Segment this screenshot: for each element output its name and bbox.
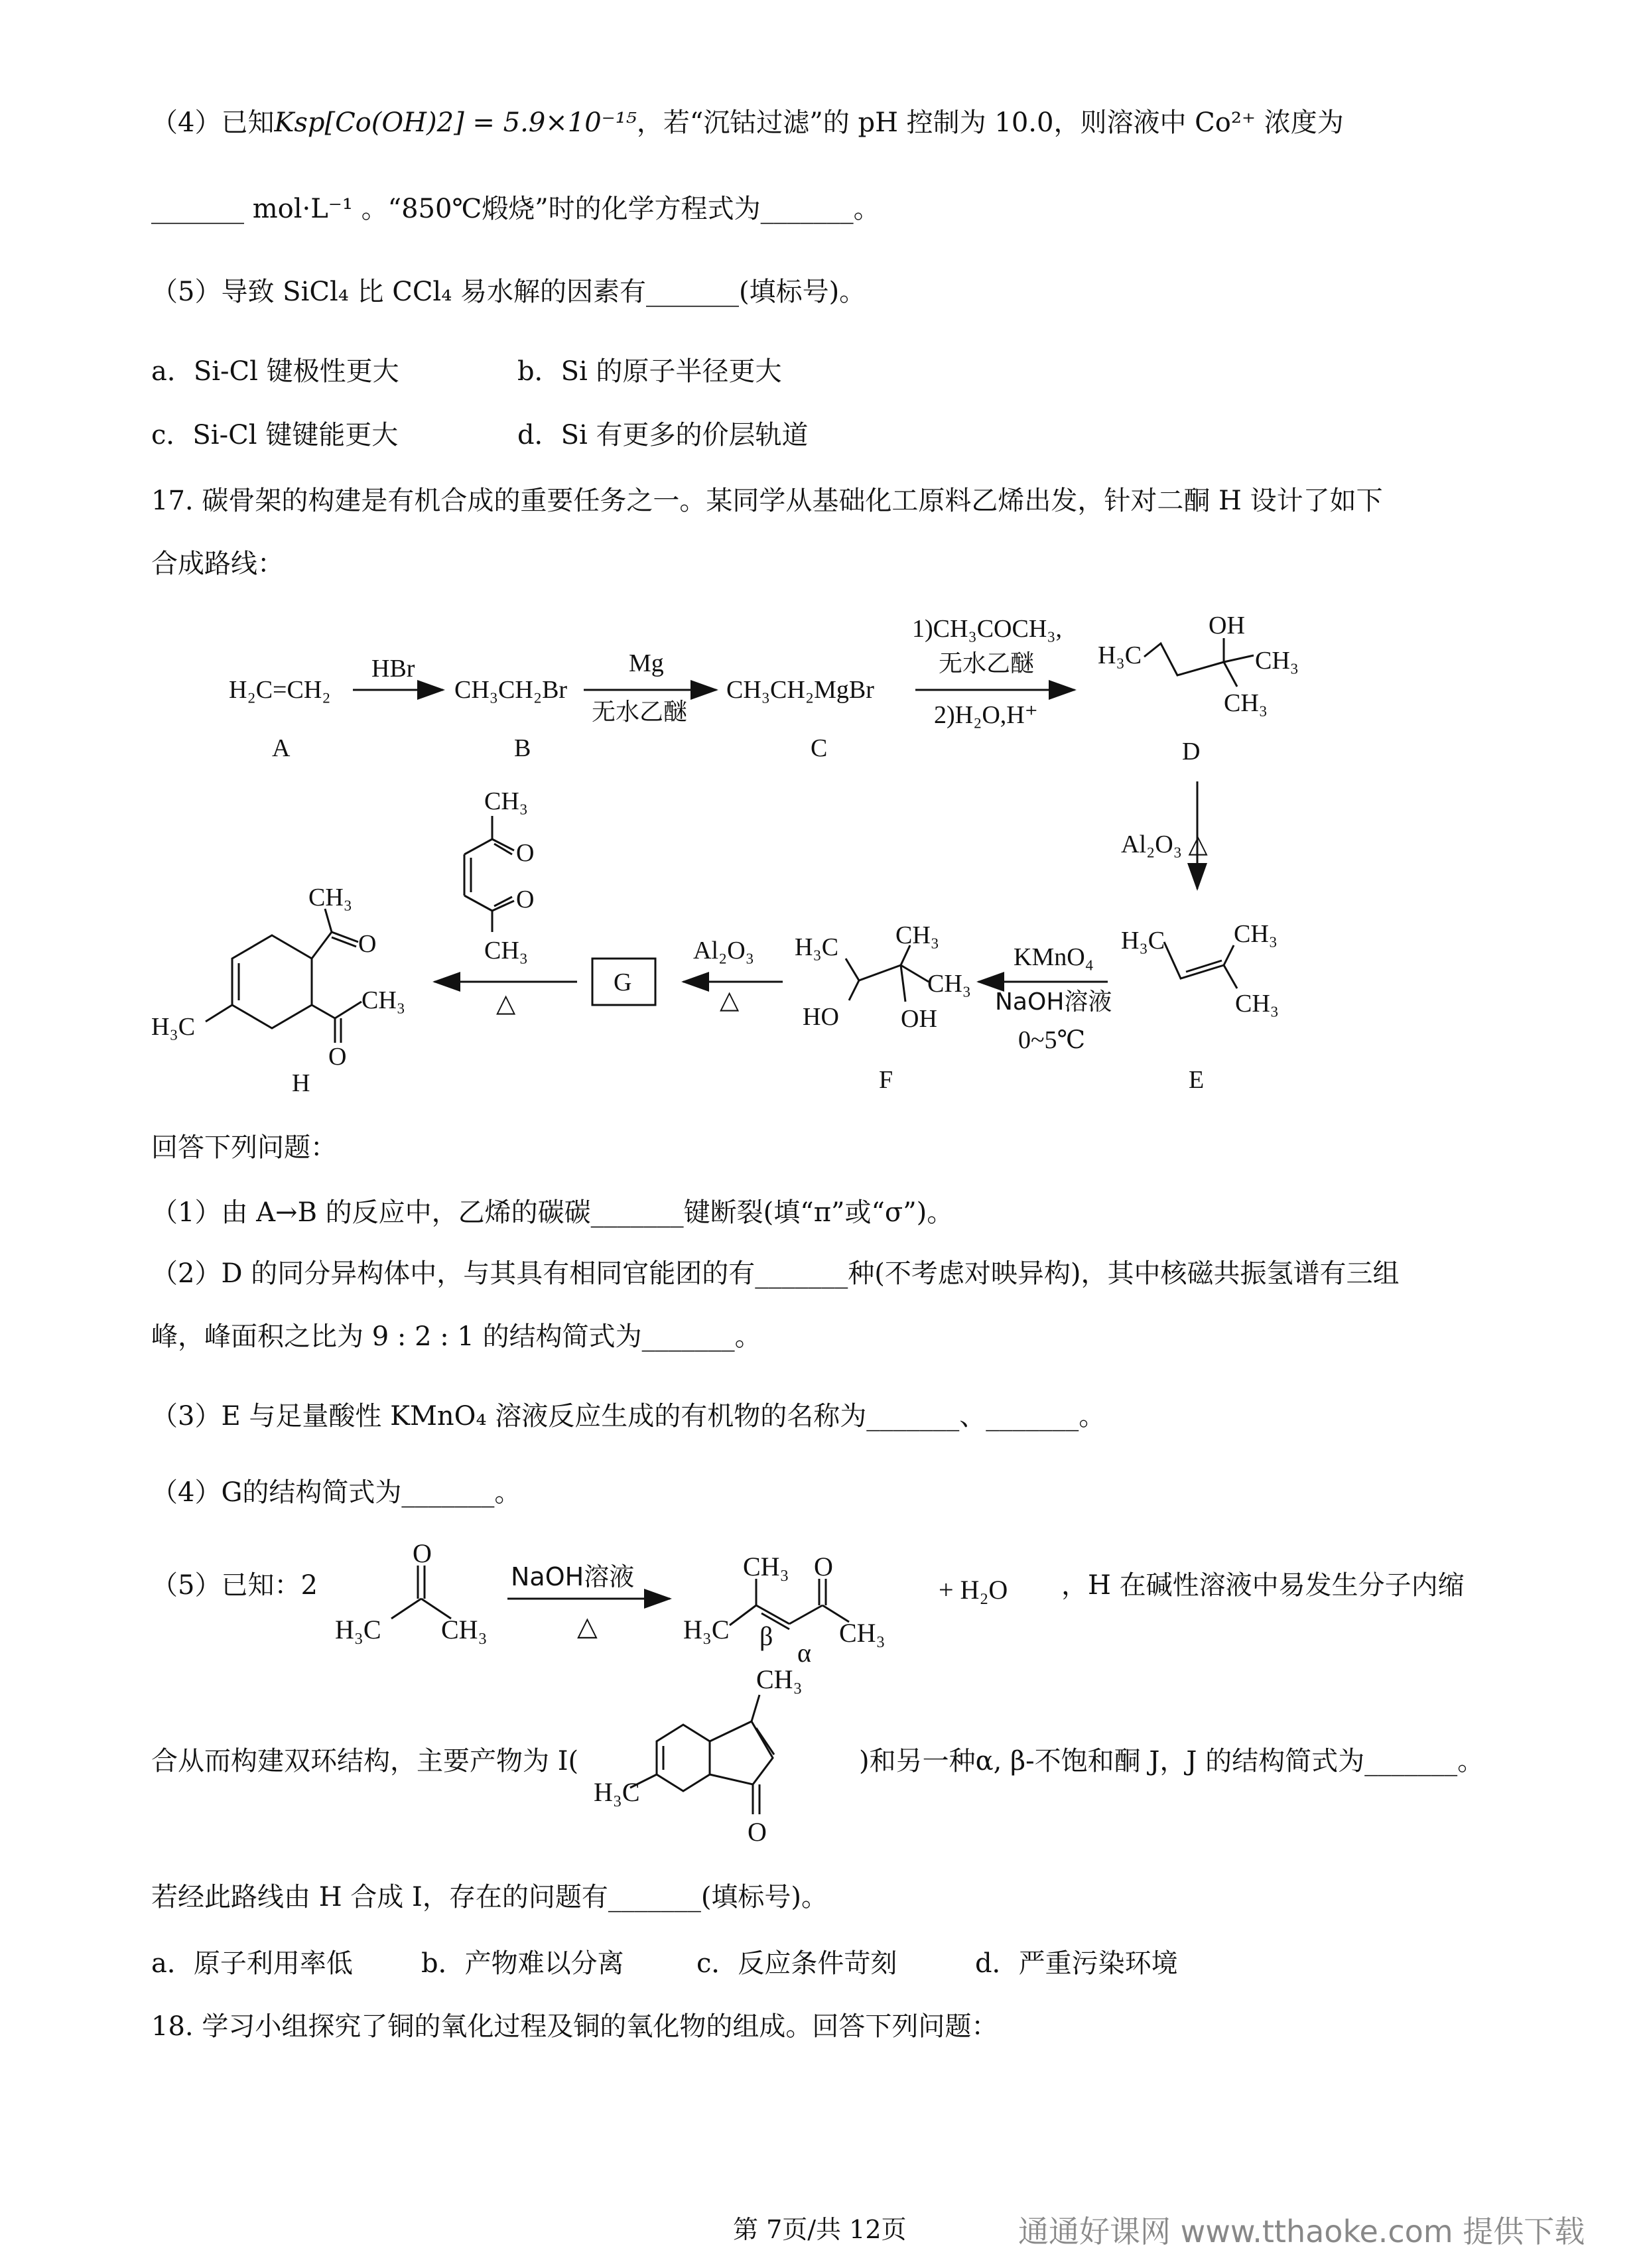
- reagent-Al2O3-2: Al₂O₃: [693, 937, 754, 965]
- D-CH3-1: CH₃: [1255, 647, 1299, 675]
- q17-part4: （4）G的结构简式为_______。: [151, 1477, 521, 1508]
- reagent-ether-2: 无水乙醚: [939, 650, 1035, 677]
- q16-option-d: d．Si 有更多的价层轨道: [517, 420, 809, 450]
- F-OH: OH: [901, 1005, 937, 1033]
- structure-F: [795, 921, 971, 1033]
- structure-I: [594, 1658, 813, 1871]
- q17-part2-line2: 峰，峰面积之比为 9 : 2 : 1 的结构简式为_______。: [151, 1321, 761, 1352]
- label-C: C: [811, 734, 828, 762]
- q17-option-c: c．反应条件苛刻: [696, 1948, 897, 1979]
- ksp-expression: Ksp[Co(OH)2] = 5.9×10⁻¹⁵: [274, 107, 637, 138]
- q16-part4-line2: _______ mol·L⁻¹ 。“850℃煅烧”时的化学方程式为_______。: [151, 194, 880, 224]
- plus-water: + H₂O: [939, 1575, 1008, 1605]
- structure-D: [1098, 612, 1299, 717]
- q17-part5-prefix: （5）已知：2: [151, 1570, 318, 1601]
- E-H3C: H₃C: [1121, 927, 1165, 955]
- product-H3C: H₃C: [683, 1615, 730, 1644]
- H-CH3-2: CH₃: [362, 986, 406, 1014]
- q17-part1: （1）由 A→B 的反应中，乙烯的碳碳_______键断裂(填“π”或“σ”)。: [151, 1197, 954, 1228]
- structure-H: [151, 884, 405, 1071]
- cond-heat: △: [577, 1611, 598, 1641]
- label-H: H: [292, 1069, 310, 1097]
- I-H3C: H₃C: [594, 1777, 640, 1807]
- label-F: F: [879, 1066, 893, 1094]
- D-H3C: H₃C: [1098, 641, 1142, 669]
- reagent-hydrolysis: 2)H₂O,H⁺: [934, 701, 1038, 729]
- H-O-1: O: [358, 930, 377, 958]
- dione-O-1: O: [516, 839, 535, 867]
- product-CH3-1: CH₃: [743, 1552, 789, 1581]
- heat-2: △: [720, 986, 740, 1014]
- dione-CH3-2: CH₃: [484, 937, 529, 965]
- H-H3C: H₃C: [151, 1013, 196, 1041]
- cond-naoh: NaOH溶液: [511, 1562, 635, 1591]
- q17-option-b: b．产物难以分离: [421, 1948, 624, 1979]
- reagent-NaOH: NaOH溶液: [995, 988, 1112, 1016]
- watermark: 通通好课网 www.tthaoke.com 提供下载: [1018, 2214, 1585, 2249]
- acetone-H3C: H₃C: [335, 1615, 381, 1644]
- E-CH3-1: CH₃: [1234, 920, 1278, 948]
- F-CH3-2: CH₃: [927, 970, 972, 998]
- H-O-2: O: [328, 1043, 347, 1071]
- q17-part3: （3）E 与足量酸性 KMnO₄ 溶液反应生成的有机物的名称为_______、_______。: [151, 1401, 1106, 1432]
- dione-CH3-1: CH₃: [484, 787, 529, 815]
- q17-part2-line1: （2）D 的同分异构体中，与其具有相同官能团的有_______种(不考虑对映异构)，其中核磁共振氢谱有三组: [151, 1258, 1400, 1289]
- q17-stem-line1: 17. 碳骨架的构建是有机合成的重要任务之一。某同学从基础化工原料乙烯出发，针对二酮 H 设计了如下: [151, 486, 1383, 516]
- q16-option-a: a．Si-Cl 键极性更大: [151, 356, 399, 387]
- alpha-label: α: [797, 1638, 811, 1668]
- text: （4）已知: [151, 107, 275, 138]
- D-OH: OH: [1209, 612, 1245, 639]
- q17-part5-line2-b: )和另一种α, β-不饱和酮 J，J 的结构简式为_______。: [859, 1746, 1484, 1776]
- reagent-Mg: Mg: [629, 649, 664, 677]
- q17-stem-line2: 合成路线：: [151, 549, 284, 579]
- D-CH3-2: CH₃: [1224, 689, 1268, 717]
- reagent-acetone: 1)CH₃COCH₃,: [912, 615, 1063, 643]
- q16-option-b: b．Si 的原子半径更大: [517, 356, 782, 387]
- reagent-temp: 0~5℃: [1018, 1026, 1086, 1054]
- label-D: D: [1182, 738, 1201, 766]
- E-CH3-2: CH₃: [1235, 990, 1280, 1018]
- answer-intro: 回答下列问题：: [151, 1132, 337, 1163]
- H-CH3-1: CH₃: [308, 884, 353, 911]
- product-O: O: [814, 1552, 833, 1581]
- reagent-HBr: HBr: [371, 655, 415, 683]
- q17-part5-line3: 若经此路线由 H 合成 I，存在的问题有_______(填标号)。: [151, 1882, 828, 1912]
- acetone-CH3: CH₃: [441, 1615, 488, 1644]
- F-HO: HO: [803, 1003, 839, 1031]
- q17-part5-line2-a: 合从而构建双环结构，主要产物为 I(: [151, 1746, 579, 1776]
- compound-B: CH₃CH₂Br: [454, 676, 568, 704]
- F-H3C: H₃C: [795, 933, 839, 961]
- label-B: B: [514, 734, 531, 762]
- page-number: 第 7页/共 12页: [733, 2215, 907, 2244]
- F-CH3-1: CH₃: [895, 921, 940, 949]
- q16-option-c: c．Si-Cl 键键能更大: [151, 420, 399, 450]
- compound-A: H₂C=CH₂: [229, 676, 331, 704]
- dione-O-2: O: [516, 886, 535, 913]
- reagent-Al2O3-1: Al₂O₃ △: [1121, 831, 1208, 858]
- q17-option-a: a．原子利用率低: [151, 1948, 353, 1979]
- q17-part5-suffix: ，H 在碱性溶液中易发生分子内缩: [1061, 1570, 1465, 1601]
- product-CH3-2: CH₃: [839, 1618, 886, 1648]
- synthesis-scheme: [0, 597, 1645, 1128]
- structure-hexenedione: [464, 787, 534, 965]
- reagent-ether-1: 无水乙醚: [592, 699, 688, 726]
- label-G: G: [614, 968, 632, 996]
- label-A: A: [272, 734, 291, 762]
- structure-E: [1121, 920, 1279, 1018]
- compound-C: CH₃CH₂MgBr: [726, 676, 874, 704]
- q16-part4-line1: [151, 103, 1344, 143]
- reagent-KMnO4: KMnO₄: [1014, 943, 1094, 971]
- I-O: O: [748, 1817, 767, 1847]
- heat-3: △: [496, 990, 516, 1018]
- beta-label: β: [759, 1621, 773, 1651]
- q18-stem: 18. 学习小组探究了铜的氧化过程及铜的氧化物的组成。回答下列问题：: [151, 2011, 998, 2042]
- q17-option-d: d．严重污染环境: [975, 1948, 1178, 1979]
- text: ，若“沉钴过滤”的 pH 控制为 10.0，则溶液中 Co²⁺ 浓度为: [636, 107, 1344, 138]
- label-E: E: [1189, 1066, 1205, 1094]
- q16-part5-line: （5）导致 SiCl₄ 比 CCl₄ 易水解的因素有_______(填标号)。: [151, 277, 866, 307]
- I-CH3: CH₃: [756, 1664, 803, 1694]
- acetone-O: O: [413, 1538, 432, 1568]
